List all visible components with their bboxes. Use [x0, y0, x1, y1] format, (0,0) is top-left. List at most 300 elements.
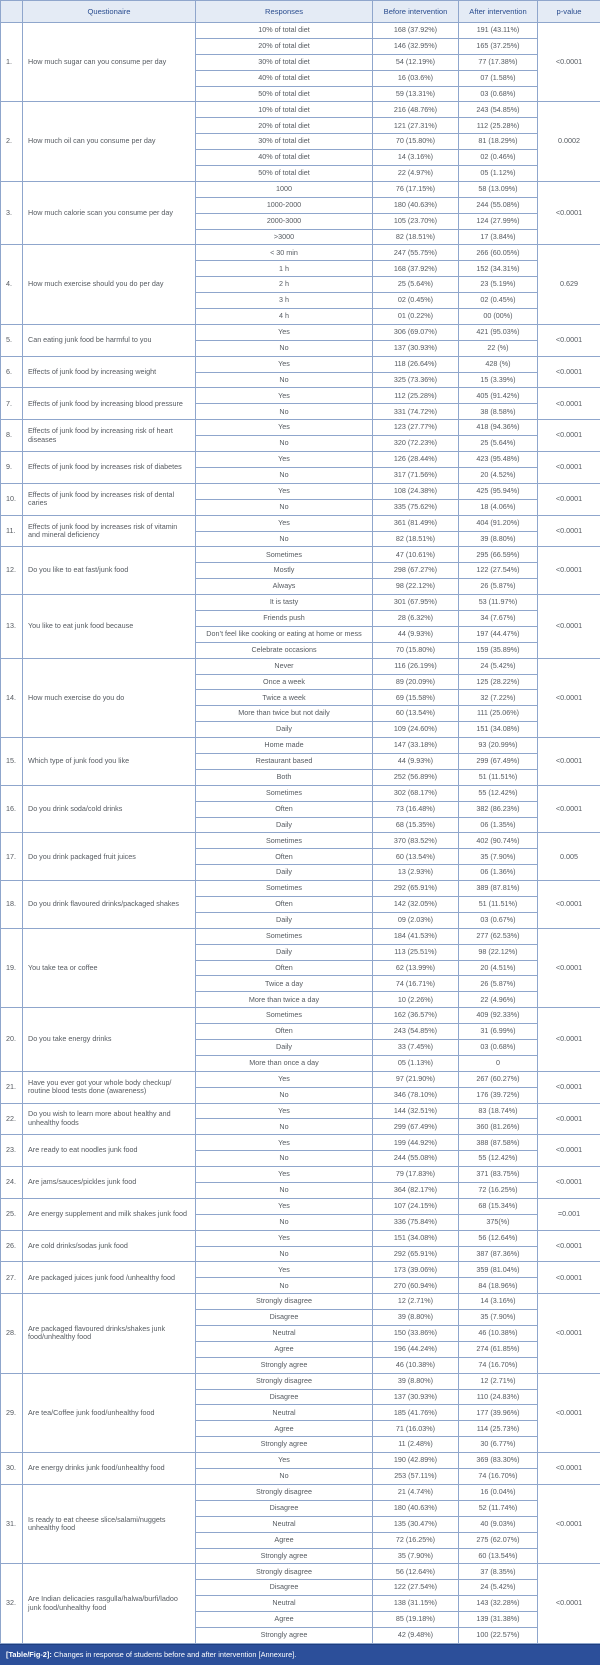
after-value: 98 (22.12%): [459, 944, 538, 960]
response-label: Yes: [196, 483, 373, 499]
after-value: 165 (37.25%): [459, 38, 538, 54]
before-value: 335 (75.62%): [373, 499, 459, 515]
response-label: Often: [196, 849, 373, 865]
before-value: 42 (9.48%): [373, 1627, 459, 1643]
before-value: 82 (18.51%): [373, 229, 459, 245]
response-label: Disagree: [196, 1389, 373, 1405]
before-value: 107 (24.15%): [373, 1198, 459, 1214]
after-value: 375(%): [459, 1214, 538, 1230]
response-label: No: [196, 1214, 373, 1230]
response-label: Daily: [196, 1040, 373, 1056]
before-value: 150 (33.86%): [373, 1326, 459, 1342]
p-value: <0.0001: [538, 515, 600, 547]
question-text: Is ready to eat cheese slice/salami/nuggets unhealthy food: [23, 1484, 196, 1563]
p-value: =0.001: [538, 1198, 600, 1230]
p-value: <0.0001: [538, 658, 600, 737]
response-label: Often: [196, 801, 373, 817]
response-label: Celebrate occasions: [196, 642, 373, 658]
table-row: [1, 928, 600, 944]
after-value: 14 (3.16%): [459, 1294, 538, 1310]
after-value: 409 (92.33%): [459, 1008, 538, 1024]
p-value: <0.0001: [538, 452, 600, 484]
p-value: <0.0001: [538, 1294, 600, 1373]
response-label: No: [196, 467, 373, 483]
response-label: More than once a day: [196, 1055, 373, 1071]
p-value: 0.0002: [538, 102, 600, 181]
before-value: 126 (28.44%): [373, 452, 459, 468]
after-value: 03 (0.68%): [459, 86, 538, 102]
after-value: 191 (43.11%): [459, 23, 538, 39]
question-number: 6.: [1, 356, 23, 388]
after-value: 244 (55.08%): [459, 197, 538, 213]
after-value: 18 (4.06%): [459, 499, 538, 515]
after-value: 295 (66.59%): [459, 547, 538, 563]
before-value: 146 (32.95%): [373, 38, 459, 54]
response-label: More than twice a day: [196, 992, 373, 1008]
after-value: 114 (25.73%): [459, 1421, 538, 1437]
question-text: How much oil can you consume per day: [23, 102, 196, 181]
after-value: 26 (5.87%): [459, 579, 538, 595]
question-number: 22.: [1, 1103, 23, 1135]
after-value: 74 (16.70%): [459, 1469, 538, 1485]
before-value: 10 (2.26%): [373, 992, 459, 1008]
question-number: 18.: [1, 881, 23, 929]
p-value: <0.0001: [538, 928, 600, 1007]
before-value: 317 (71.56%): [373, 467, 459, 483]
response-label: No: [196, 340, 373, 356]
response-label: Agree: [196, 1612, 373, 1628]
after-value: 17 (3.84%): [459, 229, 538, 245]
question-number: 26.: [1, 1230, 23, 1262]
after-value: 177 (39.96%): [459, 1405, 538, 1421]
p-value: <0.0001: [538, 181, 600, 245]
question-number: 14.: [1, 658, 23, 737]
response-label: Mostly: [196, 563, 373, 579]
question-number: 10.: [1, 483, 23, 515]
header-p-value: p-value: [538, 1, 600, 23]
before-value: 118 (26.64%): [373, 356, 459, 372]
before-value: 85 (19.18%): [373, 1612, 459, 1628]
after-value: 55 (12.42%): [459, 1151, 538, 1167]
p-value: <0.0001: [538, 1262, 600, 1294]
table-row: [1, 102, 600, 118]
after-value: 55 (12.42%): [459, 785, 538, 801]
response-label: Yes: [196, 1103, 373, 1119]
table-row: [1, 324, 600, 340]
after-value: 31 (6.99%): [459, 1024, 538, 1040]
response-label: Sometimes: [196, 881, 373, 897]
before-value: 138 (31.15%): [373, 1596, 459, 1612]
response-label: Sometimes: [196, 547, 373, 563]
after-value: 404 (91.20%): [459, 515, 538, 531]
before-value: 244 (55.08%): [373, 1151, 459, 1167]
before-value: 320 (72.23%): [373, 436, 459, 452]
p-value: <0.0001: [538, 483, 600, 515]
before-value: 112 (25.28%): [373, 388, 459, 404]
after-value: 37 (8.35%): [459, 1564, 538, 1580]
table-row: [1, 420, 600, 436]
before-value: 325 (73.36%): [373, 372, 459, 388]
response-label: Yes: [196, 1198, 373, 1214]
question-number: 27.: [1, 1262, 23, 1294]
question-text: Effects of junk food by increases risk of dental caries: [23, 483, 196, 515]
after-value: 143 (32.28%): [459, 1596, 538, 1612]
question-number: 19.: [1, 928, 23, 1007]
response-label: 1 h: [196, 261, 373, 277]
after-value: 277 (62.53%): [459, 928, 538, 944]
response-label: Disagree: [196, 1310, 373, 1326]
before-value: 89 (20.09%): [373, 674, 459, 690]
before-value: 108 (24.38%): [373, 483, 459, 499]
after-value: 06 (1.36%): [459, 865, 538, 881]
after-value: 34 (7.67%): [459, 610, 538, 626]
p-value: <0.0001: [538, 324, 600, 356]
p-value: <0.0001: [538, 1373, 600, 1452]
question-number: 9.: [1, 452, 23, 484]
after-value: 51 (11.51%): [459, 896, 538, 912]
response-label: Yes: [196, 420, 373, 436]
question-text: Can eating junk food be harmful to you: [23, 324, 196, 356]
question-number: 25.: [1, 1198, 23, 1230]
before-value: 14 (3.16%): [373, 150, 459, 166]
after-value: 274 (61.85%): [459, 1341, 538, 1357]
question-number: 2.: [1, 102, 23, 181]
after-value: 26 (5.87%): [459, 976, 538, 992]
question-number: 1.: [1, 23, 23, 102]
before-value: 137 (30.93%): [373, 1389, 459, 1405]
response-label: Often: [196, 896, 373, 912]
before-value: 147 (33.18%): [373, 738, 459, 754]
before-value: 301 (67.95%): [373, 595, 459, 611]
after-value: 07 (1.58%): [459, 70, 538, 86]
question-text: How much exercise should you do per day: [23, 245, 196, 324]
after-value: 77 (17.38%): [459, 54, 538, 70]
table-row: [1, 658, 600, 674]
after-value: 112 (25.28%): [459, 118, 538, 134]
response-label: No: [196, 1151, 373, 1167]
before-value: 28 (6.32%): [373, 610, 459, 626]
after-value: 32 (7.22%): [459, 690, 538, 706]
question-number: 4.: [1, 245, 23, 324]
after-value: 35 (7.90%): [459, 1310, 538, 1326]
table-row: [1, 1564, 600, 1580]
before-value: 331 (74.72%): [373, 404, 459, 420]
question-number: 29.: [1, 1373, 23, 1452]
question-number: 7.: [1, 388, 23, 420]
before-value: 184 (41.53%): [373, 928, 459, 944]
response-label: Daily: [196, 722, 373, 738]
response-label: Once a week: [196, 674, 373, 690]
after-value: 51 (11.51%): [459, 769, 538, 785]
question-text: Are Indian delicacies rasgulla/halwa/burfi/ladoo junk food/unhealthy food: [23, 1564, 196, 1643]
after-value: 100 (22.57%): [459, 1627, 538, 1643]
after-value: 16 (0.04%): [459, 1484, 538, 1500]
after-value: 24 (5.42%): [459, 658, 538, 674]
table-row: [1, 181, 600, 197]
p-value: <0.0001: [538, 738, 600, 786]
p-value: <0.0001: [538, 1008, 600, 1072]
response-label: Yes: [196, 1167, 373, 1183]
p-value: <0.0001: [538, 1230, 600, 1262]
response-label: Neutral: [196, 1405, 373, 1421]
table-row: [1, 1103, 600, 1119]
question-text: Are cold drinks/sodas junk food: [23, 1230, 196, 1262]
before-value: 98 (22.12%): [373, 579, 459, 595]
response-label: 1000-2000: [196, 197, 373, 213]
p-value: <0.0001: [538, 1167, 600, 1199]
after-value: 405 (91.42%): [459, 388, 538, 404]
table-row: [1, 1230, 600, 1246]
question-text: How much sugar can you consume per day: [23, 23, 196, 102]
question-text: Do you like to eat fast/junk food: [23, 547, 196, 595]
before-value: 190 (42.89%): [373, 1453, 459, 1469]
table-row: [1, 1198, 600, 1214]
after-value: 24 (5.42%): [459, 1580, 538, 1596]
after-value: 81 (18.29%): [459, 134, 538, 150]
table-row: [1, 1453, 600, 1469]
question-text: Are energy drinks junk food/unhealthy food: [23, 1453, 196, 1485]
after-value: 39 (8.80%): [459, 531, 538, 547]
after-value: 02 (0.45%): [459, 293, 538, 309]
response-label: No: [196, 1119, 373, 1135]
before-value: 173 (39.06%): [373, 1262, 459, 1278]
response-label: Strongly disagree: [196, 1564, 373, 1580]
p-value: <0.0001: [538, 785, 600, 833]
after-value: 58 (13.09%): [459, 181, 538, 197]
after-value: 12 (2.71%): [459, 1373, 538, 1389]
question-number: 8.: [1, 420, 23, 452]
before-value: 71 (16.03%): [373, 1421, 459, 1437]
before-value: 121 (27.31%): [373, 118, 459, 134]
table-body: [1, 23, 600, 1644]
p-value: 0.629: [538, 245, 600, 324]
after-value: 421 (95.03%): [459, 324, 538, 340]
after-value: 05 (1.12%): [459, 166, 538, 182]
before-value: 72 (16.25%): [373, 1532, 459, 1548]
question-text: Which type of junk food you like: [23, 738, 196, 786]
table-row: [1, 356, 600, 372]
table-row: [1, 1135, 600, 1151]
response-label: Yes: [196, 1071, 373, 1087]
after-value: 266 (60.05%): [459, 245, 538, 261]
after-value: 74 (16.70%): [459, 1357, 538, 1373]
table-row: [1, 1294, 600, 1310]
before-value: 60 (13.54%): [373, 706, 459, 722]
before-value: 44 (9.93%): [373, 626, 459, 642]
response-label: No: [196, 1469, 373, 1485]
question-number: 15.: [1, 738, 23, 786]
question-number: 23.: [1, 1135, 23, 1167]
p-value: <0.0001: [538, 356, 600, 388]
response-label: Always: [196, 579, 373, 595]
after-value: 38 (8.58%): [459, 404, 538, 420]
after-value: 23 (5.19%): [459, 277, 538, 293]
response-label: Yes: [196, 1230, 373, 1246]
before-value: 39 (8.80%): [373, 1373, 459, 1389]
after-value: 00 (00%): [459, 309, 538, 325]
response-label: Yes: [196, 452, 373, 468]
response-label: Strongly agree: [196, 1437, 373, 1453]
response-label: Daily: [196, 865, 373, 881]
response-label: Strongly agree: [196, 1548, 373, 1564]
response-label: 10% of total diet: [196, 102, 373, 118]
after-value: 20 (4.51%): [459, 960, 538, 976]
response-label: Daily: [196, 817, 373, 833]
before-value: 298 (67.27%): [373, 563, 459, 579]
before-value: 02 (0.45%): [373, 293, 459, 309]
after-value: 03 (0.68%): [459, 1040, 538, 1056]
before-value: 70 (15.80%): [373, 642, 459, 658]
response-label: No: [196, 1183, 373, 1199]
table-row: [1, 1373, 600, 1389]
question-text: Are ready to eat noodles junk food: [23, 1135, 196, 1167]
response-label: 10% of total diet: [196, 23, 373, 39]
table-row: [1, 547, 600, 563]
before-value: 46 (10.38%): [373, 1357, 459, 1373]
header-questionaire: Questionaire: [23, 1, 196, 23]
response-label: Sometimes: [196, 833, 373, 849]
table-row: [1, 881, 600, 897]
response-label: Yes: [196, 1135, 373, 1151]
before-value: 247 (55.75%): [373, 245, 459, 261]
question-text: Effects of junk food by increasing weight: [23, 356, 196, 388]
after-value: 52 (11.74%): [459, 1500, 538, 1516]
after-value: 402 (90.74%): [459, 833, 538, 849]
caption-label: [Table/Fig-2]:: [6, 1650, 52, 1659]
response-label: Strongly disagree: [196, 1294, 373, 1310]
response-label: Yes: [196, 1262, 373, 1278]
before-value: 196 (44.24%): [373, 1341, 459, 1357]
question-number: 3.: [1, 181, 23, 245]
after-value: 267 (60.27%): [459, 1071, 538, 1087]
before-value: 105 (23.70%): [373, 213, 459, 229]
table-row: [1, 1262, 600, 1278]
after-value: 20 (4.52%): [459, 467, 538, 483]
after-value: 35 (7.90%): [459, 849, 538, 865]
question-number: 13.: [1, 595, 23, 659]
question-text: Are tea/Coffee junk food/unhealthy food: [23, 1373, 196, 1452]
response-label: 40% of total diet: [196, 150, 373, 166]
table-row: [1, 1484, 600, 1500]
response-label: 3 h: [196, 293, 373, 309]
before-value: 70 (15.80%): [373, 134, 459, 150]
before-value: 13 (2.93%): [373, 865, 459, 881]
before-value: 56 (12.64%): [373, 1564, 459, 1580]
before-value: 44 (9.93%): [373, 753, 459, 769]
response-label: 30% of total diet: [196, 54, 373, 70]
before-value: 137 (30.93%): [373, 340, 459, 356]
question-text: Are jams/sauces/pickles junk food: [23, 1167, 196, 1199]
table-row: [1, 785, 600, 801]
response-label: 2000-3000: [196, 213, 373, 229]
after-value: 275 (62.07%): [459, 1532, 538, 1548]
before-value: 142 (32.05%): [373, 896, 459, 912]
response-label: Sometimes: [196, 1008, 373, 1024]
before-value: 270 (60.94%): [373, 1278, 459, 1294]
after-value: 152 (34.31%): [459, 261, 538, 277]
response-label: It is tasty: [196, 595, 373, 611]
question-text: Are packaged juices junk food /unhealthy food: [23, 1262, 196, 1294]
response-label: Daily: [196, 944, 373, 960]
after-value: 0: [459, 1055, 538, 1071]
response-label: No: [196, 404, 373, 420]
p-value: <0.0001: [538, 1135, 600, 1167]
response-label: No: [196, 1087, 373, 1103]
response-label: Friends push: [196, 610, 373, 626]
after-value: 25 (5.64%): [459, 436, 538, 452]
before-value: 11 (2.48%): [373, 1437, 459, 1453]
table-row: [1, 595, 600, 611]
before-value: 144 (32.51%): [373, 1103, 459, 1119]
before-value: 135 (30.47%): [373, 1516, 459, 1532]
after-value: 22 (4.96%): [459, 992, 538, 1008]
after-value: 389 (87.81%): [459, 881, 538, 897]
table-row: [1, 483, 600, 499]
response-label: 50% of total diet: [196, 166, 373, 182]
response-label: 40% of total diet: [196, 70, 373, 86]
table-row: [1, 452, 600, 468]
after-value: 46 (10.38%): [459, 1326, 538, 1342]
before-value: 302 (68.17%): [373, 785, 459, 801]
before-value: 16 (03.6%): [373, 70, 459, 86]
response-label: 50% of total diet: [196, 86, 373, 102]
response-label: More than twice but not daily: [196, 706, 373, 722]
after-value: 359 (81.04%): [459, 1262, 538, 1278]
after-value: 387 (87.36%): [459, 1246, 538, 1262]
response-label: Twice a week: [196, 690, 373, 706]
question-text: Are energy supplement and milk shakes junk food: [23, 1198, 196, 1230]
after-value: 243 (54.85%): [459, 102, 538, 118]
response-label: 20% of total diet: [196, 38, 373, 54]
after-value: 139 (31.38%): [459, 1612, 538, 1628]
table-row: [1, 388, 600, 404]
before-value: 180 (40.63%): [373, 197, 459, 213]
before-value: 25 (5.64%): [373, 277, 459, 293]
before-value: 199 (44.92%): [373, 1135, 459, 1151]
table-row: [1, 515, 600, 531]
response-label: Yes: [196, 324, 373, 340]
question-number: 30.: [1, 1453, 23, 1485]
before-value: 180 (40.63%): [373, 1500, 459, 1516]
question-text: Do you drink soda/cold drinks: [23, 785, 196, 833]
p-value: <0.0001: [538, 881, 600, 929]
question-text: Do you take energy drinks: [23, 1008, 196, 1072]
table-row: [1, 245, 600, 261]
response-label: 1000: [196, 181, 373, 197]
before-value: 12 (2.71%): [373, 1294, 459, 1310]
p-value: <0.0001: [538, 1453, 600, 1485]
after-value: 388 (87.58%): [459, 1135, 538, 1151]
after-value: 40 (9.03%): [459, 1516, 538, 1532]
response-label: No: [196, 499, 373, 515]
response-label: Yes: [196, 388, 373, 404]
p-value: <0.0001: [538, 547, 600, 595]
response-label: Yes: [196, 515, 373, 531]
after-value: 360 (81.26%): [459, 1119, 538, 1135]
question-number: 12.: [1, 547, 23, 595]
before-value: 292 (65.91%): [373, 1246, 459, 1262]
before-value: 346 (78.10%): [373, 1087, 459, 1103]
question-number: 21.: [1, 1071, 23, 1103]
before-value: 370 (83.52%): [373, 833, 459, 849]
before-value: 68 (15.35%): [373, 817, 459, 833]
after-value: 02 (0.46%): [459, 150, 538, 166]
caption-text: Changes in response of students before and after intervention [Annexure].: [52, 1650, 296, 1659]
question-text: Have you ever got your whole body checkup/ routine blood tests done (awareness): [23, 1071, 196, 1103]
after-value: 151 (34.08%): [459, 722, 538, 738]
after-value: 371 (83.75%): [459, 1167, 538, 1183]
p-value: <0.0001: [538, 1103, 600, 1135]
